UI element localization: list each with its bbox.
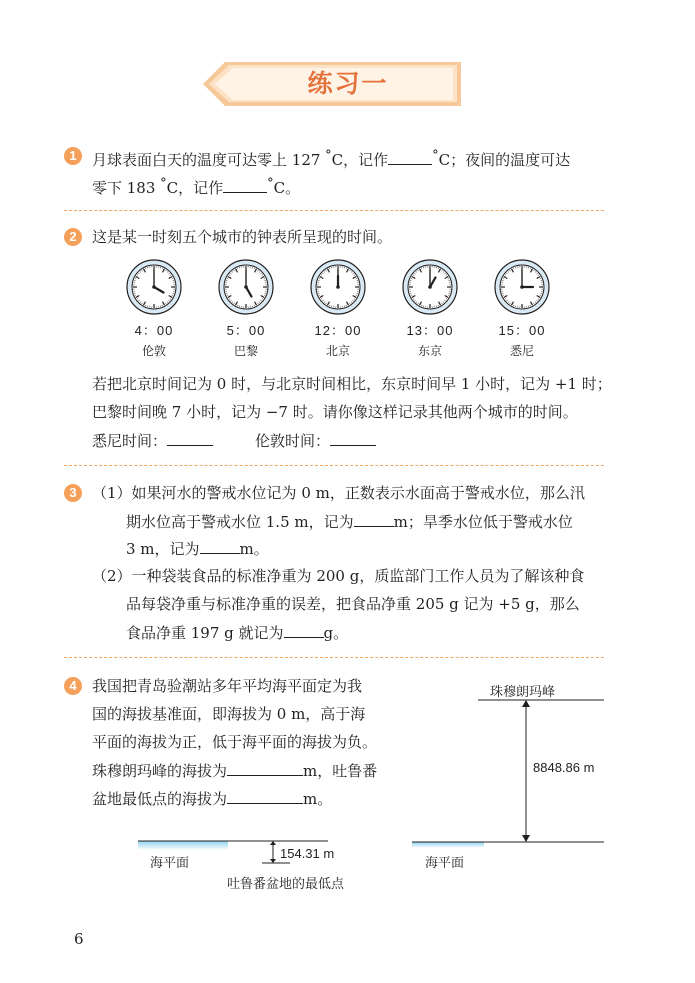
q1-text-a: 月球表面白天的温度可达零上 127 xyxy=(92,151,326,169)
answer-blank-sydney[interactable] xyxy=(167,430,213,446)
q3-part1-line-2 xyxy=(126,511,573,532)
clock-center xyxy=(428,285,432,289)
q3-part1-line-1: （1）如果河水的警戒水位记为 0 m，正数表示水面高于警戒水位，那么汛 xyxy=(92,484,585,502)
answer-blank[interactable] xyxy=(388,149,432,165)
basin-depth-label: 154.31 m xyxy=(280,846,335,861)
degree-sign: ° xyxy=(160,176,167,191)
q1-line-2 xyxy=(92,174,300,198)
q4-line-2: 国的海拔基准面，即海拔为 0 m，高于海 xyxy=(92,705,366,723)
clock-center xyxy=(244,285,248,289)
basin-lowest-point-label: 吐鲁番盆地的最低点 xyxy=(227,877,345,892)
q2-line-2: 巴黎时间晚 7 小时，记为 −7 时。请你像这样记录其他两个城市的时间。 xyxy=(92,403,578,421)
q3-text-c: 3 m，记为 xyxy=(126,540,200,558)
clock-icon-sydney xyxy=(494,259,550,315)
degree-sign: ° xyxy=(267,176,274,191)
clock-center xyxy=(152,285,156,289)
q4-line-4 xyxy=(92,760,377,781)
clock-icon-beijing xyxy=(310,259,366,315)
clock-time-london: 4：00 xyxy=(134,323,174,338)
sydney-time-label: 悉尼时间： xyxy=(92,432,168,450)
q3-text-e: 食品净重 197 g 就记为 xyxy=(126,624,284,642)
page-number: 6 xyxy=(74,930,84,948)
everest-label: 珠穆朗玛峰 xyxy=(490,685,556,700)
q4-line-5 xyxy=(92,788,332,809)
q3-part2-line-3 xyxy=(126,622,348,643)
clock-city-beijing: 北京 xyxy=(325,344,350,358)
sea-level-label-left: 海平面 xyxy=(150,856,190,871)
question-number-3: 3 xyxy=(64,484,82,502)
q1-text-f: C。 xyxy=(273,179,301,197)
clock-time-tokyo: 13：00 xyxy=(406,323,454,338)
q1-text-b: C，记作 xyxy=(331,151,389,169)
degree-sign: ° xyxy=(432,148,439,163)
clock-city-tokyo: 东京 xyxy=(417,344,442,358)
q1-text-c: C；夜间的温度可达 xyxy=(438,151,571,169)
q4-text-b: m，吐鲁番 xyxy=(303,762,378,780)
answer-blank[interactable] xyxy=(354,511,394,527)
answer-blank[interactable] xyxy=(200,538,240,554)
clock-icon-paris xyxy=(218,259,274,315)
q2-line-3 xyxy=(92,430,376,451)
q3-text-b: m；旱季水位低于警戒水位 xyxy=(393,513,573,531)
answer-blank[interactable] xyxy=(227,760,303,776)
answer-blank[interactable] xyxy=(284,622,324,638)
everest-height-value: 8848.86 m xyxy=(533,760,595,775)
clock-city-paris: 巴黎 xyxy=(233,344,258,358)
q3-part2-line-1: （2）一种袋装食品的标准净重为 200 g，质监部门工作人员为了解该种食 xyxy=(92,567,585,585)
clock-time-beijing: 12：00 xyxy=(314,323,362,338)
clock-center xyxy=(336,285,340,289)
clock-center xyxy=(520,285,524,289)
london-time-label: 伦敦时间： xyxy=(255,432,331,450)
degree-sign: ° xyxy=(325,148,332,163)
answer-blank[interactable] xyxy=(223,177,267,193)
clock-icon-london xyxy=(126,259,182,315)
q4-text-c: 盆地最低点的海拔为 xyxy=(92,790,228,808)
section-divider xyxy=(64,657,604,658)
q2-line-1: 若把北京时间记为 0 时，与北京时间相比，东京时间早 1 小时，记为 +1 时； xyxy=(92,375,612,393)
clock-icon-tokyo xyxy=(402,259,458,315)
q3-text-f: g。 xyxy=(323,624,349,642)
q3-text-d: m。 xyxy=(239,540,269,558)
question-number-1: 1 xyxy=(64,147,82,165)
q4-text-d: m。 xyxy=(303,790,333,808)
clock-city-london: 伦敦 xyxy=(141,344,166,358)
page-title: 练习一 xyxy=(307,69,389,98)
question-number-2: 2 xyxy=(64,228,82,246)
q3-part1-line-3 xyxy=(126,538,269,559)
section-divider xyxy=(64,210,604,211)
q3-text-a: 期水位高于警戒水位 1.5 m，记为 xyxy=(126,513,354,531)
q3-part2-line-2: 品每袋净重与标准净重的误差，把食品净重 205 g 记为 +5 g，那么 xyxy=(126,595,580,613)
question-number-4: 4 xyxy=(64,677,82,695)
q4-line-1: 我国把青岛验潮站多年平均海平面定为我 xyxy=(92,677,363,695)
section-divider xyxy=(64,465,604,466)
q4-text-a: 珠穆朗玛峰的海拔为 xyxy=(92,762,228,780)
clock-city-sydney: 悉尼 xyxy=(509,344,534,358)
q2-intro: 这是某一时刻五个城市的钟表所呈现的时间。 xyxy=(92,228,393,246)
q4-line-3: 平面的海拔为正，低于海平面的海拔为负。 xyxy=(92,733,378,751)
q1-text-d: 零下 183 xyxy=(92,179,161,197)
answer-blank-london[interactable] xyxy=(330,430,376,446)
clock-time-paris: 5：00 xyxy=(226,323,266,338)
clock-time-sydney: 15：00 xyxy=(498,323,546,338)
q1-text-e: C，记作 xyxy=(166,179,224,197)
q1-line-1 xyxy=(92,146,570,170)
answer-blank[interactable] xyxy=(227,788,303,804)
sea-level-label-right: 海平面 xyxy=(425,856,465,871)
